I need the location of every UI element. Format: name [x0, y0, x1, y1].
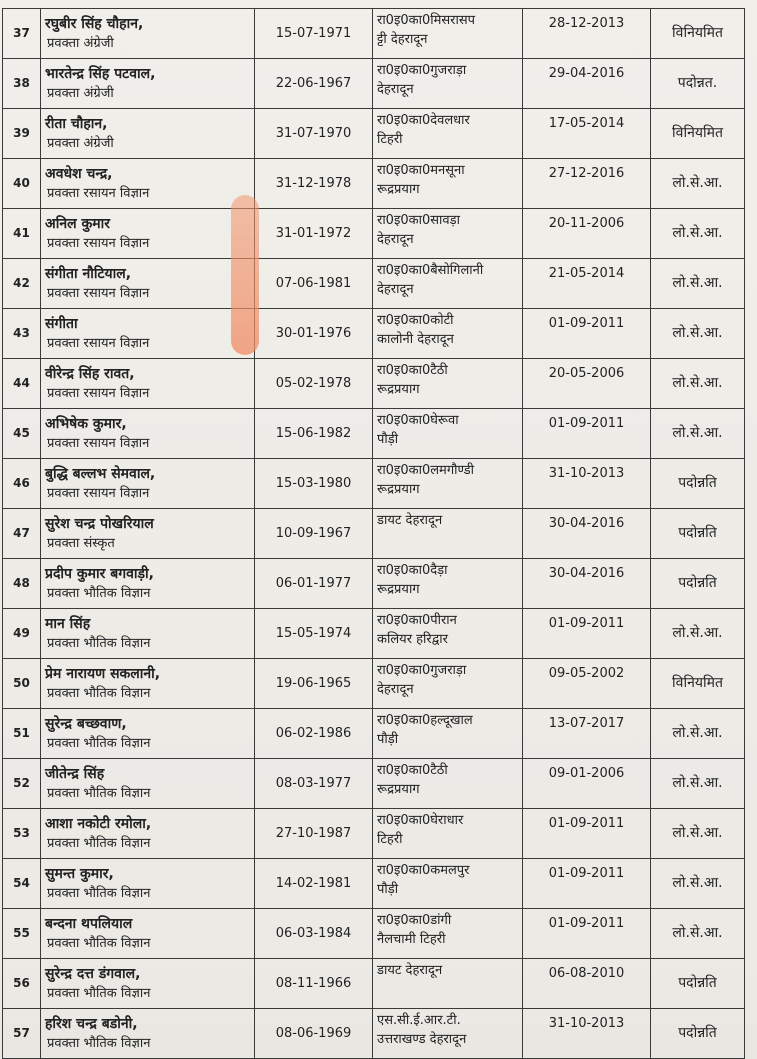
institution-cell: [373, 559, 523, 609]
serial-number: 48: [3, 559, 41, 609]
name-cell: [41, 459, 255, 509]
birth-date: 15-07-1971: [255, 9, 373, 59]
institution-cell: [373, 659, 523, 709]
appointment-type: पदोन्नति: [651, 559, 745, 609]
person-name: सुरेन्द्र बच्छवाण,: [45, 715, 127, 732]
birth-date: 22-06-1967: [255, 59, 373, 109]
table-row: [3, 809, 745, 859]
birth-date: 19-06-1965: [255, 659, 373, 709]
joining-date: 30-04-2016: [523, 559, 651, 609]
joining-date: 09-01-2006: [523, 759, 651, 809]
serial-number: 37: [3, 9, 41, 59]
designation: प्रवक्ता भौतिक विज्ञान: [47, 1035, 151, 1051]
institution-line-1: रा0इ0का0बैसोगिलानी: [377, 263, 484, 278]
institution-line-1: एस.सी.ई.आर.टी.: [377, 1013, 461, 1028]
appointment-type: लो.से.आ.: [651, 259, 745, 309]
appointment-type: लो.से.आ.: [651, 359, 745, 409]
serial-number: 44: [3, 359, 41, 409]
institution-cell: [373, 209, 523, 259]
appointment-type: विनियमित: [651, 9, 745, 59]
name-cell: [41, 209, 255, 259]
institution-line-1: रा0इ0का0हल्दूखाल: [377, 713, 473, 728]
serial-number: 47: [3, 509, 41, 559]
institution-cell: [373, 159, 523, 209]
designation: प्रवक्ता रसायन विज्ञान: [47, 235, 150, 251]
institution-cell: [373, 59, 523, 109]
table-row: [3, 209, 745, 259]
name-cell: [41, 509, 255, 559]
name-cell: [41, 859, 255, 909]
appointment-type: लो.से.आ.: [651, 759, 745, 809]
name-cell: [41, 959, 255, 1009]
designation: प्रवक्ता भौतिक विज्ञान: [47, 735, 151, 751]
table-row: [3, 759, 745, 809]
designation: प्रवक्ता भौतिक विज्ञान: [47, 985, 151, 1001]
institution-cell: [373, 259, 523, 309]
person-name: मान सिंह: [45, 615, 91, 632]
institution-cell: [373, 109, 523, 159]
table-row: [3, 509, 745, 559]
birth-date: 06-03-1984: [255, 909, 373, 959]
birth-date: 31-07-1970: [255, 109, 373, 159]
designation: प्रवक्ता रसायन विज्ञान: [47, 485, 150, 501]
appointment-type: पदोन्नति: [651, 959, 745, 1009]
joining-date: 01-09-2011: [523, 409, 651, 459]
joining-date: 06-08-2010: [523, 959, 651, 1009]
serial-number: 51: [3, 709, 41, 759]
institution-line-1: रा0इ0का0पीरान: [377, 613, 457, 628]
appointment-type: लो.से.आ.: [651, 159, 745, 209]
table-row: [3, 909, 745, 959]
institution-line-1: डायट देहरादून: [377, 963, 443, 978]
name-cell: [41, 159, 255, 209]
institution-line-1: रा0इ0का0कोटी: [377, 313, 454, 328]
institution-line-1: रा0इ0का0देवलधार: [377, 113, 470, 128]
joining-date: 09-05-2002: [523, 659, 651, 709]
name-cell: [41, 259, 255, 309]
institution-cell: [373, 759, 523, 809]
birth-date: 07-06-1981: [255, 259, 373, 309]
table-body: [3, 9, 745, 1059]
institution-line-2: रूद्रप्रयाग: [377, 482, 420, 497]
designation: प्रवक्ता रसायन विज्ञान: [47, 385, 150, 401]
institution-cell: [373, 9, 523, 59]
appointment-type: लो.से.आ.: [651, 709, 745, 759]
designation: प्रवक्ता भौतिक विज्ञान: [47, 635, 151, 651]
institution-line-1: रा0इ0का0लमगौण्डी: [377, 463, 475, 478]
institution-line-1: रा0इ0का0गुजराड़ा: [377, 663, 467, 678]
institution-line-2: टिहरी: [377, 832, 403, 847]
person-name: सुरेन्द्र दत्त डंगवाल,: [45, 965, 141, 982]
joining-date: 13-07-2017: [523, 709, 651, 759]
institution-line-1: रा0इ0का0कमलपुर: [377, 863, 470, 878]
joining-date: 30-04-2016: [523, 509, 651, 559]
appointment-type: पदोन्नति: [651, 1009, 745, 1059]
institution-cell: [373, 509, 523, 559]
person-name: सुरेश चन्द्र पोखरियाल: [45, 515, 154, 532]
person-name: रघुबीर सिंह चौहान,: [45, 15, 144, 32]
name-cell: [41, 1009, 255, 1059]
appointment-type: लो.से.आ.: [651, 309, 745, 359]
person-name: अनिल कुमार: [45, 215, 110, 232]
name-cell: [41, 359, 255, 409]
person-name: भारतेन्द्र सिंह पटवाल,: [45, 65, 156, 82]
serial-number: 50: [3, 659, 41, 709]
table-row: [3, 409, 745, 459]
name-cell: [41, 59, 255, 109]
appointment-type: विनियमित: [651, 109, 745, 159]
person-name: बुद्धि बल्लभ सेमवाल,: [45, 465, 156, 482]
joining-date: 01-09-2011: [523, 859, 651, 909]
name-cell: [41, 659, 255, 709]
person-name: अभिषेक कुमार,: [45, 415, 127, 432]
serial-number: 55: [3, 909, 41, 959]
institution-line-2: रूद्रप्रयाग: [377, 582, 420, 597]
staff-table: [2, 8, 745, 1059]
institution-line-1: डायट देहरादून: [377, 513, 443, 528]
institution-line-1: रा0इ0का0घेराधार: [377, 813, 464, 828]
birth-date: 31-01-1972: [255, 209, 373, 259]
name-cell: [41, 409, 255, 459]
birth-date: 08-11-1966: [255, 959, 373, 1009]
joining-date: 01-09-2011: [523, 909, 651, 959]
serial-number: 56: [3, 959, 41, 1009]
institution-line-2: पौड़ी: [377, 432, 399, 447]
birth-date: 15-03-1980: [255, 459, 373, 509]
appointment-type: पदोन्नति: [651, 509, 745, 559]
table-row: [3, 259, 745, 309]
birth-date: 31-12-1978: [255, 159, 373, 209]
institution-line-1: रा0इ0का0घेरूवा: [377, 413, 459, 428]
birth-date: 08-06-1969: [255, 1009, 373, 1059]
institution-line-1: रा0इ0का0गुजराड़ा: [377, 63, 467, 78]
appointment-type: लो.से.आ.: [651, 909, 745, 959]
serial-number: 49: [3, 609, 41, 659]
name-cell: [41, 709, 255, 759]
designation: प्रवक्ता रसायन विज्ञान: [47, 185, 150, 201]
designation: प्रवक्ता अंग्रेजी: [47, 35, 114, 51]
table-row: [3, 609, 745, 659]
joining-date: 01-09-2011: [523, 309, 651, 359]
birth-date: 06-01-1977: [255, 559, 373, 609]
joining-date: 31-10-2013: [523, 459, 651, 509]
name-cell: [41, 559, 255, 609]
name-cell: [41, 109, 255, 159]
joining-date: 17-05-2014: [523, 109, 651, 159]
serial-number: 52: [3, 759, 41, 809]
birth-date: 06-02-1986: [255, 709, 373, 759]
institution-line-2: पौड़ी: [377, 882, 399, 897]
designation: प्रवक्ता अंग्रेजी: [47, 135, 114, 151]
serial-number: 41: [3, 209, 41, 259]
designation: प्रवक्ता रसायन विज्ञान: [47, 285, 150, 301]
person-name: संगीता: [45, 315, 78, 332]
institution-line-2: रूद्रप्रयाग: [377, 782, 420, 797]
appointment-type: पदोन्नत.: [651, 59, 745, 109]
birth-date: 14-02-1981: [255, 859, 373, 909]
person-name: प्रेम नारायण सकलानी,: [45, 665, 161, 682]
institution-cell: [373, 709, 523, 759]
table-row: [3, 309, 745, 359]
institution-cell: [373, 809, 523, 859]
institution-line-2: देहरादून: [377, 232, 414, 247]
person-name: आशा नकोटी रमोला,: [45, 815, 152, 832]
person-name: जीतेन्द्र सिंह: [45, 765, 105, 782]
institution-line-2: कलियर हरिद्वार: [377, 632, 448, 647]
joining-date: 27-12-2016: [523, 159, 651, 209]
designation: प्रवक्ता रसायन विज्ञान: [47, 435, 150, 451]
institution-line-1: रा0इ0का0मनसूना: [377, 163, 465, 178]
joining-date: 31-10-2013: [523, 1009, 651, 1059]
designation: प्रवक्ता रसायन विज्ञान: [47, 335, 150, 351]
institution-line-2: ट्टी देहरादून: [377, 32, 428, 47]
serial-number: 57: [3, 1009, 41, 1059]
birth-date: 30-01-1976: [255, 309, 373, 359]
person-name: हरिश चन्द्र बडोनी,: [45, 1015, 138, 1032]
birth-date: 15-06-1982: [255, 409, 373, 459]
birth-date: 05-02-1978: [255, 359, 373, 409]
table-row: [3, 9, 745, 59]
serial-number: 45: [3, 409, 41, 459]
appointment-type: लो.से.आ.: [651, 609, 745, 659]
designation: प्रवक्ता अंग्रेजी: [47, 85, 114, 101]
appointment-type: लो.से.आ.: [651, 209, 745, 259]
joining-date: 29-04-2016: [523, 59, 651, 109]
institution-line-2: देहरादून: [377, 82, 414, 97]
designation: प्रवक्ता भौतिक विज्ञान: [47, 685, 151, 701]
birth-date: 15-05-1974: [255, 609, 373, 659]
serial-number: 39: [3, 109, 41, 159]
name-cell: [41, 309, 255, 359]
institution-cell: [373, 609, 523, 659]
person-name: वीरेन्द्र सिंह रावत,: [45, 365, 135, 382]
institution-cell: [373, 909, 523, 959]
institution-line-1: रा0इ0का0मिसरासप: [377, 13, 476, 28]
serial-number: 38: [3, 59, 41, 109]
name-cell: [41, 9, 255, 59]
institution-line-2: रूद्रप्रयाग: [377, 382, 420, 397]
institution-line-2: देहरादून: [377, 682, 414, 697]
table-row: [3, 709, 745, 759]
appointment-type: पदोन्नति: [651, 459, 745, 509]
institution-line-2: पौड़ी: [377, 732, 399, 747]
institution-cell: [373, 359, 523, 409]
table-row: [3, 459, 745, 509]
joining-date: 20-05-2006: [523, 359, 651, 409]
table-row: [3, 559, 745, 609]
institution-cell: [373, 309, 523, 359]
designation: प्रवक्ता भौतिक विज्ञान: [47, 885, 151, 901]
designation: प्रवक्ता भौतिक विज्ञान: [47, 785, 151, 801]
person-name: संगीता नौटियाल,: [45, 265, 132, 282]
institution-line-2: देहरादून: [377, 282, 414, 297]
designation: प्रवक्ता संस्कृत: [47, 535, 115, 551]
institution-line-2: टिहरी: [377, 132, 403, 147]
name-cell: [41, 909, 255, 959]
person-name: बन्दना थपलियाल: [45, 915, 133, 932]
institution-line-1: रा0इ0का0टैठी: [377, 763, 448, 778]
person-name: प्रदीप कुमार बगवाड़ी,: [45, 565, 154, 582]
appointment-type: लो.से.आ.: [651, 409, 745, 459]
person-name: सुमन्त कुमार,: [45, 865, 114, 882]
joining-date: 01-09-2011: [523, 609, 651, 659]
institution-cell: [373, 409, 523, 459]
birth-date: 10-09-1967: [255, 509, 373, 559]
institution-cell: [373, 1009, 523, 1059]
name-cell: [41, 609, 255, 659]
institution-line-1: रा0इ0का0दैड़ा: [377, 563, 448, 578]
appointment-type: विनियमित: [651, 659, 745, 709]
institution-cell: [373, 959, 523, 1009]
designation: प्रवक्ता भौतिक विज्ञान: [47, 835, 151, 851]
institution-line-1: रा0इ0का0सावड़ा: [377, 213, 460, 228]
name-cell: [41, 759, 255, 809]
serial-number: 54: [3, 859, 41, 909]
joining-date: 21-05-2014: [523, 259, 651, 309]
institution-line-2: नैलचामी टिहरी: [377, 932, 446, 947]
table-row: [3, 159, 745, 209]
person-name: रीता चौहान,: [45, 115, 108, 132]
table-row: [3, 1009, 745, 1059]
serial-number: 43: [3, 309, 41, 359]
serial-number: 40: [3, 159, 41, 209]
table-row: [3, 59, 745, 109]
institution-cell: [373, 859, 523, 909]
name-cell: [41, 809, 255, 859]
person-name: अवधेश चन्द्र,: [45, 165, 113, 182]
institution-line-1: रा0इ0का0टैठी: [377, 363, 448, 378]
designation: प्रवक्ता भौतिक विज्ञान: [47, 935, 151, 951]
institution-line-2: रूद्रप्रयाग: [377, 182, 420, 197]
birth-date: 27-10-1987: [255, 809, 373, 859]
joining-date: 28-12-2013: [523, 9, 651, 59]
table-row: [3, 359, 745, 409]
appointment-type: लो.से.आ.: [651, 859, 745, 909]
serial-number: 46: [3, 459, 41, 509]
table-row: [3, 959, 745, 1009]
table-row: [3, 109, 745, 159]
serial-number: 53: [3, 809, 41, 859]
serial-number: 42: [3, 259, 41, 309]
joining-date: 20-11-2006: [523, 209, 651, 259]
institution-cell: [373, 459, 523, 509]
birth-date: 08-03-1977: [255, 759, 373, 809]
table-row: [3, 659, 745, 709]
institution-line-2: उत्तराखण्ड देहरादून: [377, 1032, 467, 1047]
table-row: [3, 859, 745, 909]
institution-line-1: रा0इ0का0डांगी: [377, 913, 452, 928]
designation: प्रवक्ता भौतिक विज्ञान: [47, 585, 151, 601]
appointment-type: लो.से.आ.: [651, 809, 745, 859]
institution-line-2: कालोनी देहरादून: [377, 332, 454, 347]
joining-date: 01-09-2011: [523, 809, 651, 859]
